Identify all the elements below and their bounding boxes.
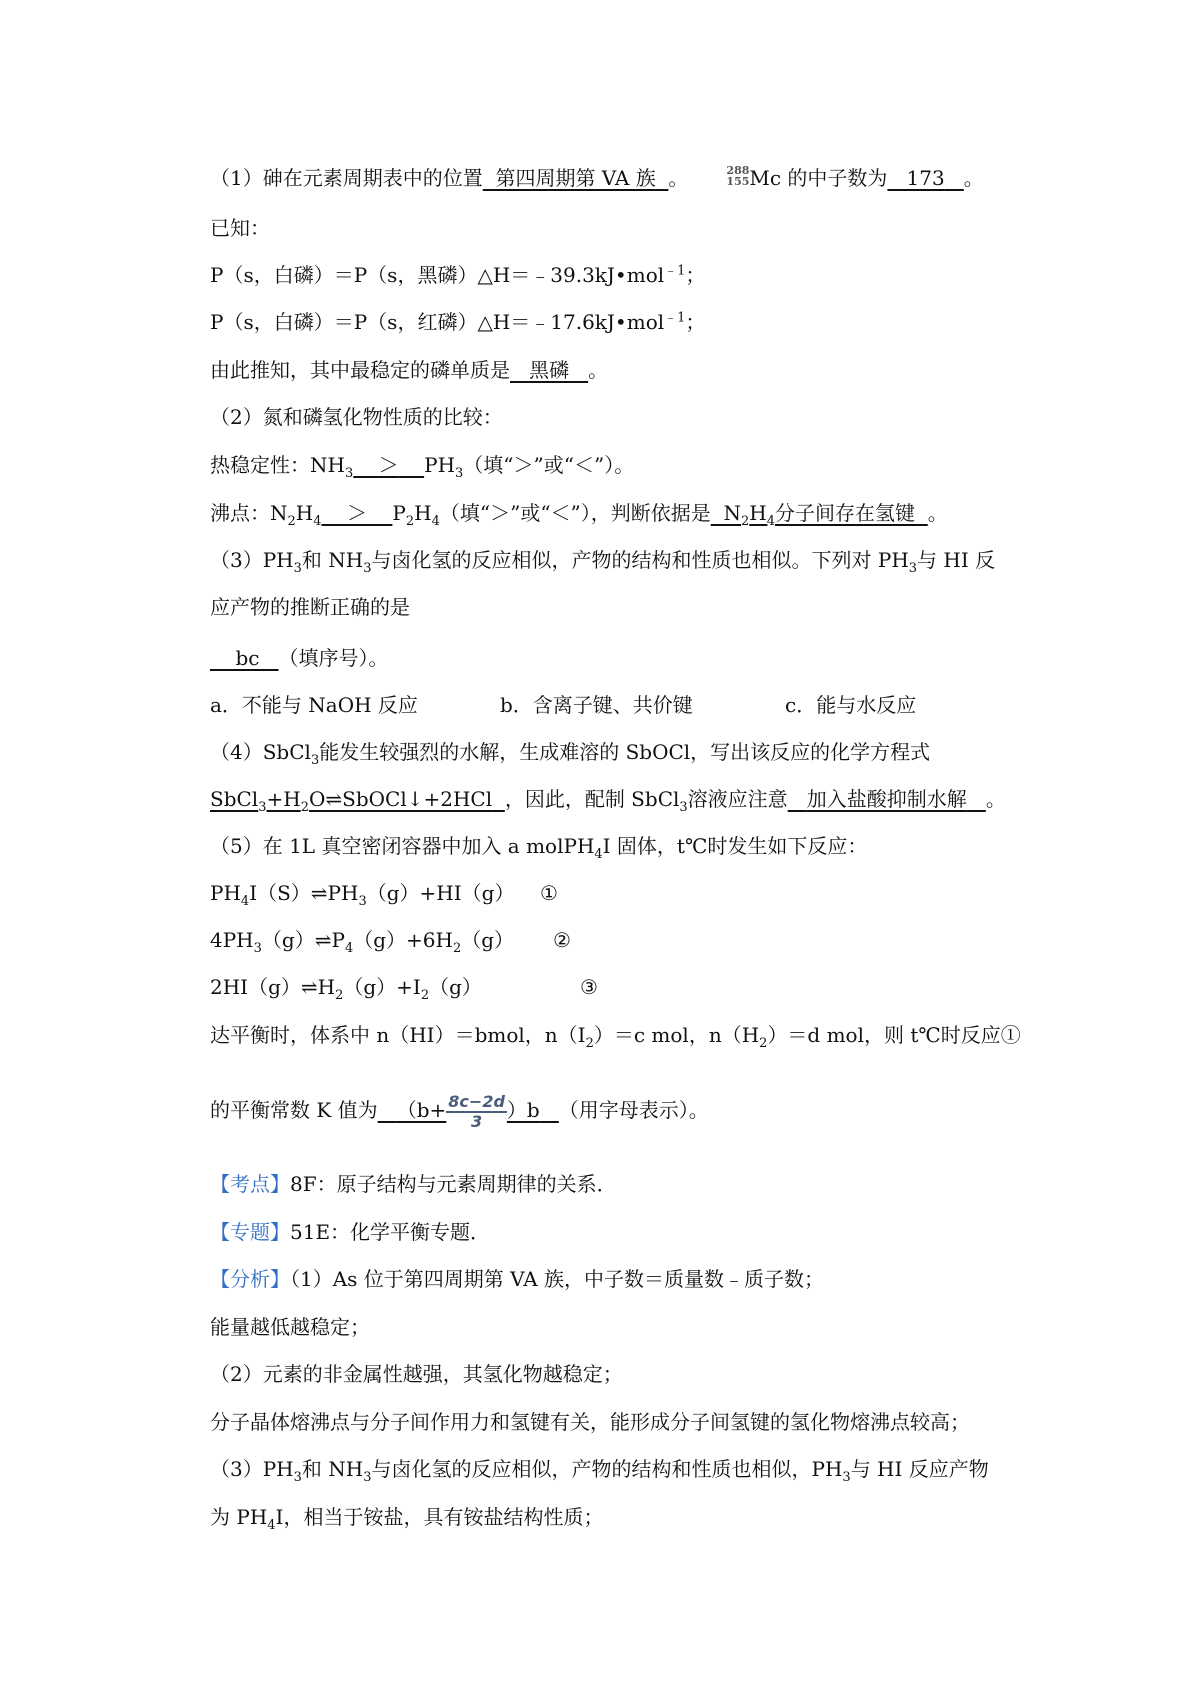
q2-title: （2）氮和磷氢化物性质的比较： [210,405,503,429]
answer-k-value: （b+ $\frac{8c-2d}{3}$ ）b [396,1091,540,1131]
fenxi-line4: 分子晶体熔沸点与分子间作用力和氢键有关，能形成分子间氢键的氢化物熔沸点较高； [210,1410,970,1434]
fenxi-line6: 为 $PH_4I$，相当于铵盐，具有铵盐结构性质； [210,1505,604,1533]
q1-text: （1）砷在元素周期表中的位置 [210,166,483,190]
q5-line1: （5）在 1L 真空密闭容器中加入 a molPH$_4$I 固体，t℃时发生如下反应： [210,834,868,862]
q3-options [210,690,1030,720]
kaodian: 【考点】8F：原子结构与元素周期律的关系． [210,1172,617,1196]
q1-line1: （1）砷在元素周期表中的位置 第四周期第 VA 族 。 288 155 Mc 的中子数为 173 。 [210,163,984,190]
reaction-3-number: ③ [580,975,598,999]
q3-answer-line: bc （填序号）。 [210,643,1030,673]
kaodian-tag: 【考点】 [210,1172,290,1196]
q3-line1: $(3)PH_3$和 $NH_3$与卤化氢的反应相似，产物的结构和性质也相似。下列对 $PH_3$与 HI 反 [210,548,996,576]
fenxi-line5: $(3)PH_3$和 $NH_3$与卤化氢的反应相似，产物的结构和性质也相似，$PH_3$与 HI 反应产物 [210,1457,989,1485]
answer-stable: 黑磷 [529,358,570,382]
answer-hydrolysis-equation: $SbCl_3+H_2O\rightleftharpoons SbOCl↓+2HCl$ [210,787,493,815]
equilibrium-constant: 的平衡常数 K 值为 （b+ $\frac{8c-2d}{3}$ ）b （用字母表示）。 [210,1091,709,1131]
zhuanti: 【专题】51E：化学平衡专题． [210,1220,491,1244]
fenxi-line2: 能量越低越稳定； [210,1315,370,1339]
equilibrium-condition: 达平衡时，体系中 n（HI）＝bmol，$n(I_2)=c$ mol，$n(H_2)=d$ mol，则 t℃时反应① [210,1023,1021,1051]
reaction-2: $4PH_3(g)\rightleftharpoons P_4(g)+6H_2(g)$ ② [210,928,571,956]
zhuanti-tag: 【专题】 [210,1220,290,1244]
answer-reason: $N_2H_4$分子间存在氢键 [723,501,916,529]
isotope-notation: 288 155 [726,163,750,188]
thermo-eq1: P（s，白磷）＝P（s，黑磷）△H＝﹣39.3kJ•mol$^{﹣1}$； [210,263,706,287]
q4-line2: $SbCl_3+H_2O\rightleftharpoons SbOCl↓+2HCl$ ，因此，配制 SbCl$_3$溶液应注意 加入盐酸抑制水解 。 [210,787,1006,815]
answer-preparation-note: 加入盐酸抑制水解 [806,787,967,811]
q3-line2: 应产物的推断正确的是 [210,595,410,619]
option-a: a．不能与 NaOH 反应 [210,693,418,717]
stability-inference: 由此推知，其中最稳定的磷单质是 黑磷 。 [210,358,609,382]
reaction-3: $2HI(g)\rightleftharpoons H_2(g)+I_2(g)$ ③ [210,975,598,1003]
fenxi-line3: （2）元素的非金属性越强，其氢化物越稳定； [210,1362,623,1386]
reaction-1: $PH_4I(S)\rightleftharpoons PH_3(g)+HI(g)$ ① [210,881,558,909]
known-label: 已知： [210,216,270,240]
fenxi-tag: 【分析】 [210,1267,290,1291]
reaction-1-number: ① [540,881,558,905]
fenxi-line1: 【分析】（1）As 位于第四周期第 VA 族，中子数＝质量数﹣质子数； [210,1267,825,1291]
answer-thermal: ＞ [378,453,399,477]
fraction: $\frac{8c-2d}{3}$ [448,1091,505,1131]
q4-line1: （4）SbCl$_3$能发生较强烈的水解，生成难溶的 SbOCl，写出该反应的化学方程式 [210,740,931,768]
answer-boiling: ＞ [346,501,367,525]
answer-neutrons: 173 [906,166,945,190]
option-c: c．能与水反应 [785,693,917,717]
answer-position: 第四周期第 VA 族 [495,166,656,190]
q2-thermal: 热稳定性：$NH_3$ ＞ $PH_3$（填“＞”或“＜”）。 [210,453,635,481]
reaction-2-number: ② [553,928,571,952]
thermo-eq2: P（s，白磷）＝P（s，红磷）△H＝﹣17.6kJ•mol$^{﹣1}$； [210,310,706,334]
answer-q3: bc [235,646,260,670]
option-b: b．含离子键、共价键 [500,693,693,717]
q2-boiling: 沸点：$N_2H_4$ ＞ $P_2H_4$（填“＞”或“＜”），判断依据是 $N_2H_4$分子间存在氢键 。 [210,501,948,529]
